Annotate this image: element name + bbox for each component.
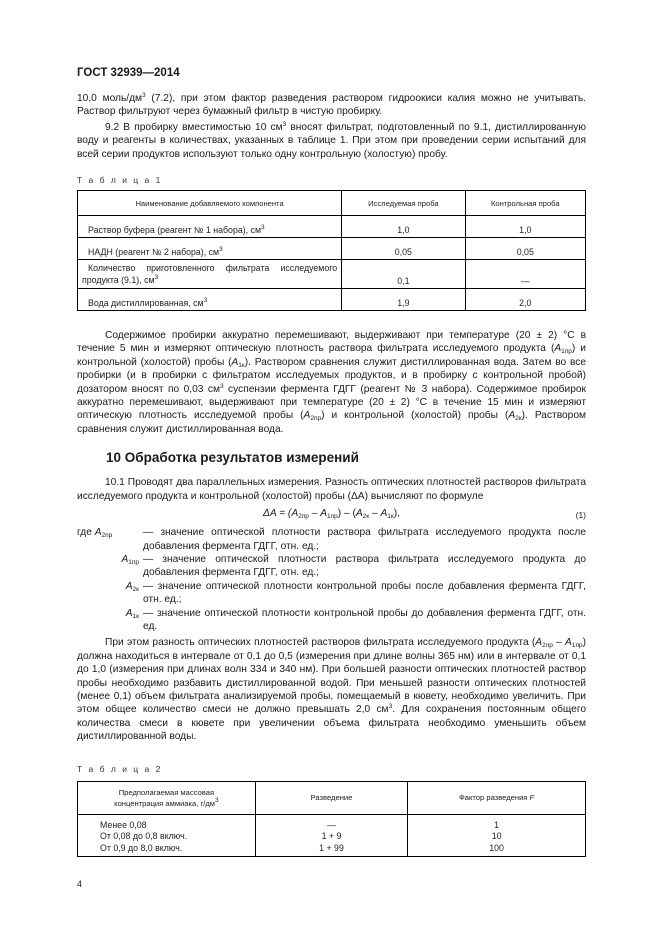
- table-cell: 0,05: [465, 238, 585, 260]
- text: ). Раствором сравнения служит дистиллированная вода.: [77, 410, 587, 435]
- section-heading: 10 Обработка результатов измерений: [106, 450, 359, 466]
- subscript: 2пр: [101, 532, 113, 540]
- table-cell: [78, 814, 256, 857]
- formula-text: ) – (: [337, 508, 356, 520]
- formula-text: ),: [393, 508, 400, 520]
- subscript: 2пр: [542, 642, 553, 650]
- cell-text: От 0,08 до 0,8 включ.: [100, 831, 188, 842]
- superscript: 3: [261, 224, 265, 232]
- table-cell: [408, 814, 586, 857]
- table-cell: 1,0: [342, 216, 465, 238]
- cell-text: 10: [491, 831, 502, 842]
- table-header-row: [78, 191, 586, 216]
- table-cell: [78, 216, 342, 238]
- symbol: A: [565, 637, 572, 649]
- symbol: A: [231, 356, 239, 368]
- text: (7.2), при этом фактор разведения раствором гидроокиси калия можно не учитывать. Раствор фильтруют через бумажный фильтр в чистую пробирку.: [77, 93, 586, 118]
- symbol: A: [554, 343, 562, 355]
- subscript: 2пр: [298, 513, 309, 521]
- text: суспензии фермента ГДГГ (реагент № 3 набора). Содержимое пробирок аккуратно перемешивают, выдерживают при температуре (20 ± 2) °С в течение 15 мин и измеряют оптическую плотность исследуемой пробы (: [77, 383, 586, 422]
- text: При этом разность оптических плотностей растворов фильтрата исследуемого продукта (: [105, 637, 536, 649]
- cell-text: —: [327, 819, 336, 830]
- subscript: 2к: [132, 585, 139, 593]
- definition-item: [77, 553, 586, 580]
- superscript: 3: [219, 382, 224, 390]
- table-cell: [78, 238, 342, 260]
- subscript: 1пр: [571, 642, 583, 650]
- text: ). Раствором сравнения служит дистиллированная вода. Затем во все пробирки (и в пробирки с фильтратом исследуемых продуктов, и в пробирку с контрольной пробой) дозатором вносят по 0,03 см: [77, 356, 586, 395]
- subscript: 1к: [238, 361, 245, 369]
- symbol: A: [94, 527, 102, 539]
- paragraph-10-1: 10.1 Проводят два параллельных измерения. Разность оптических плотностей растворов фильтрата исследуемого продукта и контрольной (холостой) пробы (ΔA) вычисляют по формуле: [77, 477, 586, 502]
- text: . Для сохранения постоянным общего количества смеси в кювете при увеличении объема фильтрата необходимо уменьшить объем дистиллированной воды.: [77, 704, 586, 743]
- superscript: 3: [219, 246, 223, 254]
- table-1-caption: Т а б л и ц а 1: [77, 175, 163, 186]
- symbol: F: [529, 793, 535, 803]
- definitions-list: [77, 526, 586, 633]
- cell-text: Количество приготовленного фильтрата исследуемого продукта (9.1), см: [82, 263, 338, 286]
- cell-text: 100: [489, 842, 504, 853]
- symbol: A: [291, 508, 299, 520]
- superscript: 3: [142, 92, 146, 99]
- text: –: [552, 637, 566, 649]
- superscript: 3: [388, 703, 393, 711]
- subscript: 2пр: [310, 415, 322, 423]
- paragraph-range: [77, 636, 586, 743]
- symbol: A: [303, 410, 311, 422]
- cell-text: НАДН (реагент № 2 набора), см: [88, 247, 220, 258]
- subscript: 1пр: [128, 558, 139, 566]
- table-cell: 0,05: [342, 238, 465, 260]
- text: где: [77, 527, 95, 539]
- subscript: 1пр: [561, 348, 572, 356]
- table-cell: [78, 289, 342, 311]
- definition-symbol: [77, 526, 139, 553]
- column-header: Контрольная проба: [465, 191, 585, 216]
- table-cell: 0,1: [342, 260, 465, 289]
- cell-text: 1 + 9: [321, 831, 342, 842]
- symbol: A: [320, 508, 327, 520]
- definition-symbol: [77, 607, 139, 634]
- definition-symbol: [77, 553, 139, 580]
- cell-text: Раствор буфера (реагент № 1 набора), см: [88, 225, 261, 236]
- table-2: [77, 781, 586, 858]
- formula: [77, 507, 586, 521]
- definition-item: [77, 580, 586, 607]
- definition-item: [77, 526, 586, 553]
- formula-row: [77, 507, 586, 521]
- table-cell: —: [465, 260, 585, 289]
- table-header-row: [78, 781, 586, 814]
- formula-text: –: [308, 508, 321, 520]
- text: 9.2 В пробирку вместимостью 10 см: [105, 121, 283, 133]
- page-content: [77, 66, 586, 890]
- symbol: A: [508, 410, 516, 422]
- table-cell: 2,0: [465, 289, 585, 311]
- symbol: A: [355, 508, 363, 520]
- table-1: [77, 190, 586, 311]
- column-header: Исследуемая проба: [342, 191, 465, 216]
- table-cell: 1,0: [465, 216, 585, 238]
- symbol: A: [125, 607, 133, 619]
- table-row: [78, 814, 586, 857]
- definition-text: — значение оптической плотности раствора фильтрата исследуемого продукта после добавления фермента ГДГГ, отн. ед.;: [143, 527, 586, 552]
- superscript: 3: [215, 796, 219, 804]
- symbol: A: [121, 553, 129, 565]
- subscript: 2к: [515, 415, 522, 423]
- symbol: A: [125, 580, 133, 592]
- subscript: 2к: [362, 513, 370, 521]
- definition-item: [77, 607, 586, 634]
- equation-number: (1): [575, 510, 586, 521]
- paragraph-continuation: [77, 92, 586, 119]
- symbol: A: [380, 508, 388, 520]
- cell-text: От 0,9 до 8,0 включ.: [100, 842, 183, 853]
- header-text: Предполагаемая массовая концентрация аммиака, г/дм: [114, 787, 215, 808]
- table-row: [78, 260, 586, 289]
- superscript: 3: [203, 297, 208, 305]
- text: 10,0 моль/дм: [77, 93, 143, 104]
- text: ) и контрольной (холостой) пробы (: [321, 410, 509, 422]
- text: ) должна находиться в интервале от 0,1 до 0,5 (измерения при длине волны 365 нм) или в интервале от 0,1 до 1,0 (измерения при длинах волн 334 и 340 нм). При большей разности оптических плотностей раствор пробы необходимо разбавить дистиллированной водой. При меньшей разности оптических плотностей (менее 0,1) объем фильтрата анализируемой пробы, помещаемый в кювету, необходимо увеличить. При этом общее количество смеси не должно превышать 2,0 см: [77, 637, 586, 716]
- table-cell: [78, 260, 342, 289]
- text: вносят фильтрат, подготовленный по 9.1, дистиллированную воду и реагенты в количествах, указанных в таблице 1. При этом при проведении серии испытаний для всей серии продуктов используют только одну контрольную (холостую) пробу.: [77, 121, 586, 160]
- table-cell: 1,9: [342, 289, 465, 311]
- formula-text: ΔA = (: [263, 508, 292, 520]
- definition-symbol: [77, 580, 139, 607]
- table-row: [78, 289, 586, 311]
- cell-text: 1 + 99: [319, 842, 344, 853]
- header-text: Фактор разведения: [459, 793, 530, 803]
- document-header: ГОСТ 32939—2014: [77, 67, 180, 79]
- text: ) и контрольной (холостой) пробы (: [77, 343, 586, 368]
- column-header: Разведение: [255, 781, 407, 814]
- column-header: [408, 781, 586, 814]
- symbol: A: [535, 637, 543, 649]
- table-row: [78, 238, 586, 260]
- superscript: 3: [282, 120, 287, 128]
- column-header: [78, 781, 256, 814]
- formula-text: –: [369, 508, 381, 520]
- superscript: 3: [154, 274, 159, 282]
- paragraph-procedure: [77, 329, 586, 436]
- definition-text: — значение оптической плотности раствора фильтрата исследуемого продукта до добавления фермента ГДГГ, отн. ед.;: [143, 553, 586, 579]
- definition-text: — значение оптической плотности контрольной пробы до добавления фермента ГДГГ, отн. ед.: [143, 607, 586, 632]
- subscript: 1к: [132, 612, 139, 620]
- paragraph-9-2: [77, 121, 586, 161]
- subscript: 1пр: [326, 513, 338, 521]
- table-cell: [255, 814, 407, 857]
- cell-text: Менее 0,08: [100, 819, 147, 830]
- table-row: [78, 216, 586, 238]
- cell-text: Вода дистиллированная, см: [88, 298, 204, 309]
- subscript: 1к: [387, 513, 394, 521]
- table-2-caption: Т а б л и ц а 2: [77, 763, 163, 774]
- text: Содержимое пробирки аккуратно перемешивают, выдерживают при температуре (20 ± 2) °С в течение 5 мин и измеряют оптическую плотность раствора фильтрата исследуемого продукта (: [77, 330, 586, 355]
- definition-text: — значение оптической плотности контрольной пробы после добавления фермента ГДГГ, отн. ед.;: [143, 580, 586, 606]
- cell-text: 1: [494, 819, 500, 830]
- page-number: 4: [77, 879, 83, 890]
- column-header: Наименование добавляемого компонента: [78, 191, 342, 216]
